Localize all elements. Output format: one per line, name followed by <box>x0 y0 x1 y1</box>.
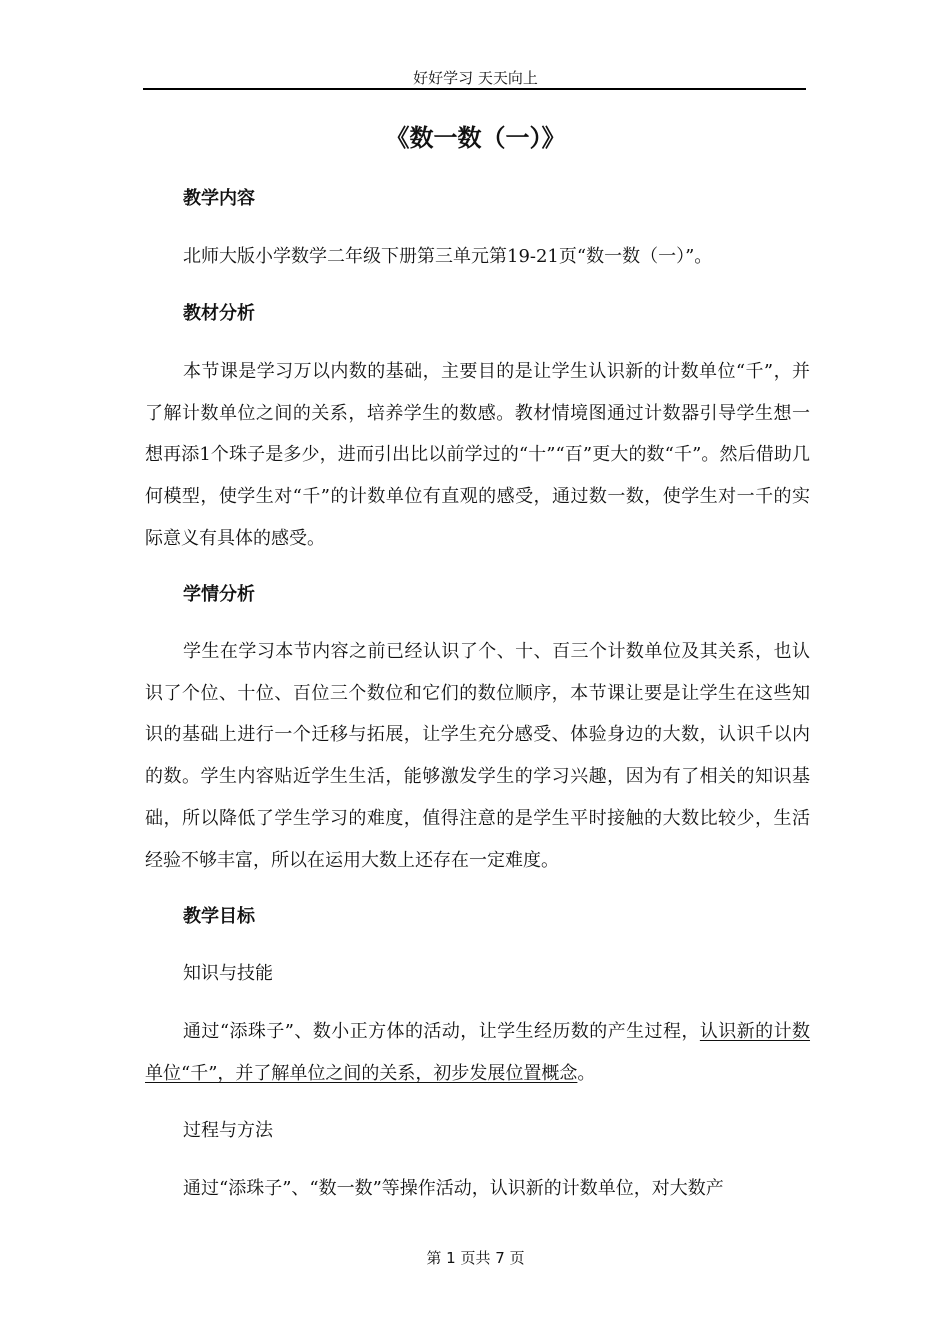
paragraph: 通过“添珠子”、“数一数”等操作活动，认识新的计数单位，对大数产 <box>183 1178 724 1199</box>
section-heading: 学情分析 <box>183 584 255 605</box>
document-title: 《数一数（一）》 <box>385 124 566 152</box>
paragraph: 本节课是学习万以内数的基础，主要目的是让学生认识新的计数单位“千”，并了解计数单位之间的关系，培养学生的数感。教材情境图通过计数器引导学生想一想再添1个珠子是多少，进而引出比以前学过的“十”“百”更大的数“千”。然后借助几何模型，使学生对“千”的计数单位有直观的感受，通过数一数，使学生对一千的实际意义有具体的感受。 <box>145 361 810 549</box>
page-header: 好好学习 天天向上 <box>413 69 538 87</box>
section-student-analysis-body <box>145 631 810 881</box>
objective-knowledge-body <box>145 1011 810 1094</box>
section-student-analysis <box>145 582 810 608</box>
paragraph-text: 通过“添珠子”、数小正方体的活动，让学生经历数的产生过程， <box>183 1021 700 1042</box>
paragraph: 学生在学习本节内容之前已经认识了个、十、百三个计数单位及其关系，也认识了个位、十位、百位三个数位和它们的数位顺序，本节课让要是让学生在这些知识的基础上进行一个迁移与拓展，让学生充分感受、体验身边的大数，认识千以内的数。学生内容贴近学生生活，能够激发学生的学习兴趣，因为有了相关的知识基础，所以降低了学生学习的难度，值得注意的是学生平时接触的大数比较少，生活经验不够丰富，所以在运用大数上还存在一定难度。 <box>145 641 810 871</box>
section-heading: 教材分析 <box>183 303 255 324</box>
header-divider <box>143 88 806 90</box>
section-teaching-content <box>145 186 810 212</box>
section-teaching-content-body <box>145 236 810 278</box>
page-footer: 第 1 页共 7 页 <box>426 1249 525 1267</box>
paragraph-end: 。 <box>577 1062 596 1084</box>
paragraph <box>145 1011 810 1094</box>
objective-process-body <box>145 1168 810 1210</box>
section-textbook-analysis <box>145 301 810 327</box>
underlined-text: 认识新的计数单位“千”，并了解单位之间的关系，初步发展位置概念 <box>145 1021 811 1084</box>
objective-process <box>145 1118 810 1144</box>
section-heading: 教学内容 <box>183 188 255 209</box>
paragraph: 北师大版小学数学二年级下册第三单元第19-21页“数一数（一）”。 <box>183 246 713 267</box>
section-objectives <box>145 904 810 930</box>
section-textbook-analysis-body <box>145 351 810 560</box>
section-heading: 教学目标 <box>183 906 255 927</box>
objective-knowledge <box>145 961 810 987</box>
subheading: 知识与技能 <box>183 963 273 984</box>
subheading: 过程与方法 <box>183 1120 273 1141</box>
